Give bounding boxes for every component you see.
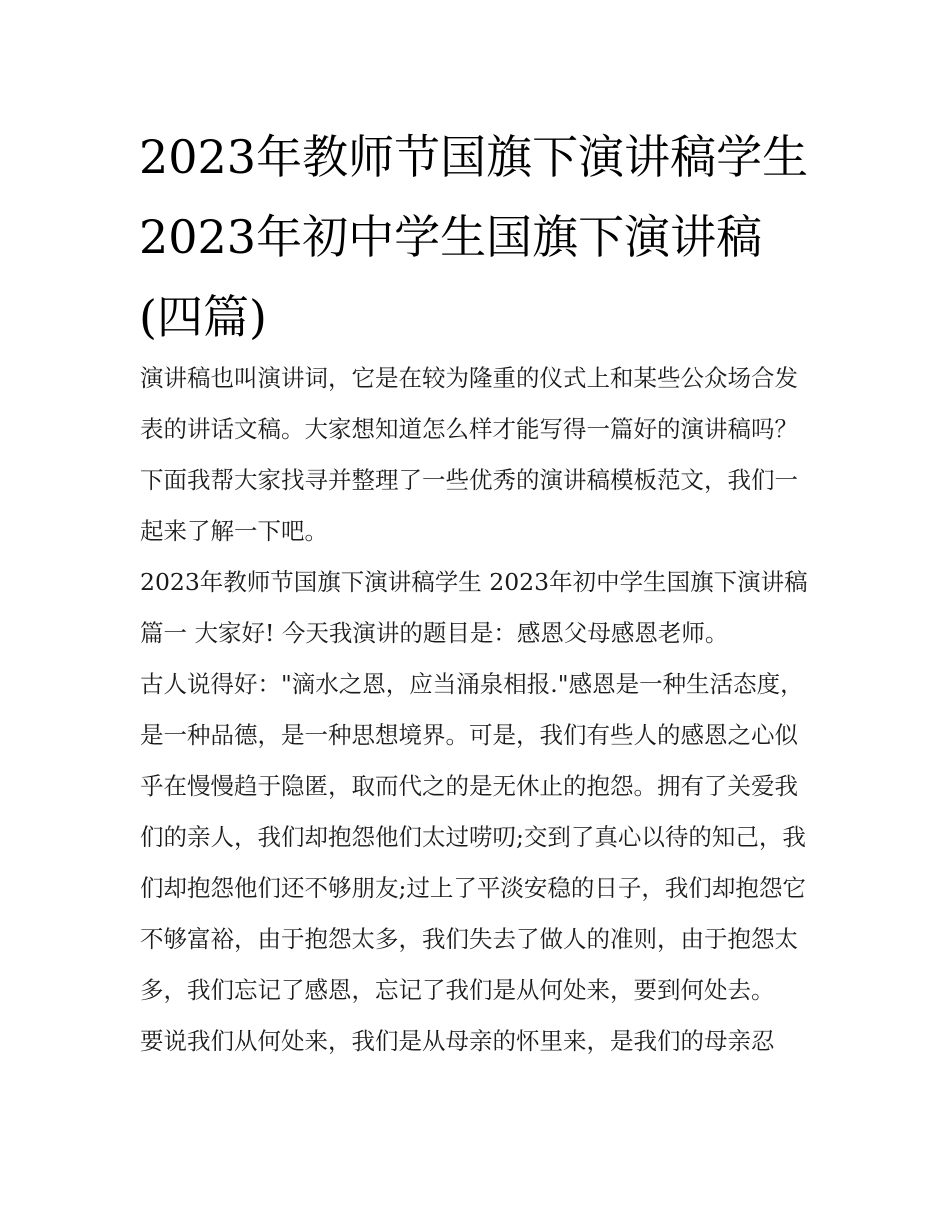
paragraph-speech-opening: 2023年教师节国旗下演讲稿学生 2023年初中学生国旗下演讲稿篇一 大家好! 今天我演讲的题目是：感恩父母感恩老师。 <box>140 568 808 647</box>
document-title: 2023年教师节国旗下演讲稿学生 2023年初中学生国旗下演讲稿(四篇) <box>139 130 809 344</box>
document-body <box>140 353 815 1067</box>
paragraph-intro: 演讲稿也叫演讲词，它是在较为隆重的仪式上和某些公众场合发表的讲话文稿。大家想知道怎么样才能写得一篇好的演讲稿吗？下面我帮大家找寻并整理了一些优秀的演讲稿模板范文，我们一起来了解一下吧。 <box>140 364 798 545</box>
paragraph-mother: 要说我们从何处来，我们是从母亲的怀里来，是我们的母亲忍 <box>140 1027 775 1055</box>
paragraph-gratitude: 古人说得好："滴水之恩，应当涌泉相报."感恩是一种生活态度，是一种品德，是一种思想境界。可是，我们有些人的感恩之心似乎在慢慢趋于隐匿，取而代之的是无休止的抱怨。拥有了关爱我们的亲人，我们却抱怨他们太过唠叨;交到了真心以待的知己，我们却抱怨他们还不够朋友;过上了平淡安稳的日子，我们却抱怨它不够富裕，由于抱怨太多，我们失去了做人的准则，由于抱怨太多，我们忘记了感恩，忘记了我们是从何处来，要到何处去。 <box>140 670 806 1004</box>
